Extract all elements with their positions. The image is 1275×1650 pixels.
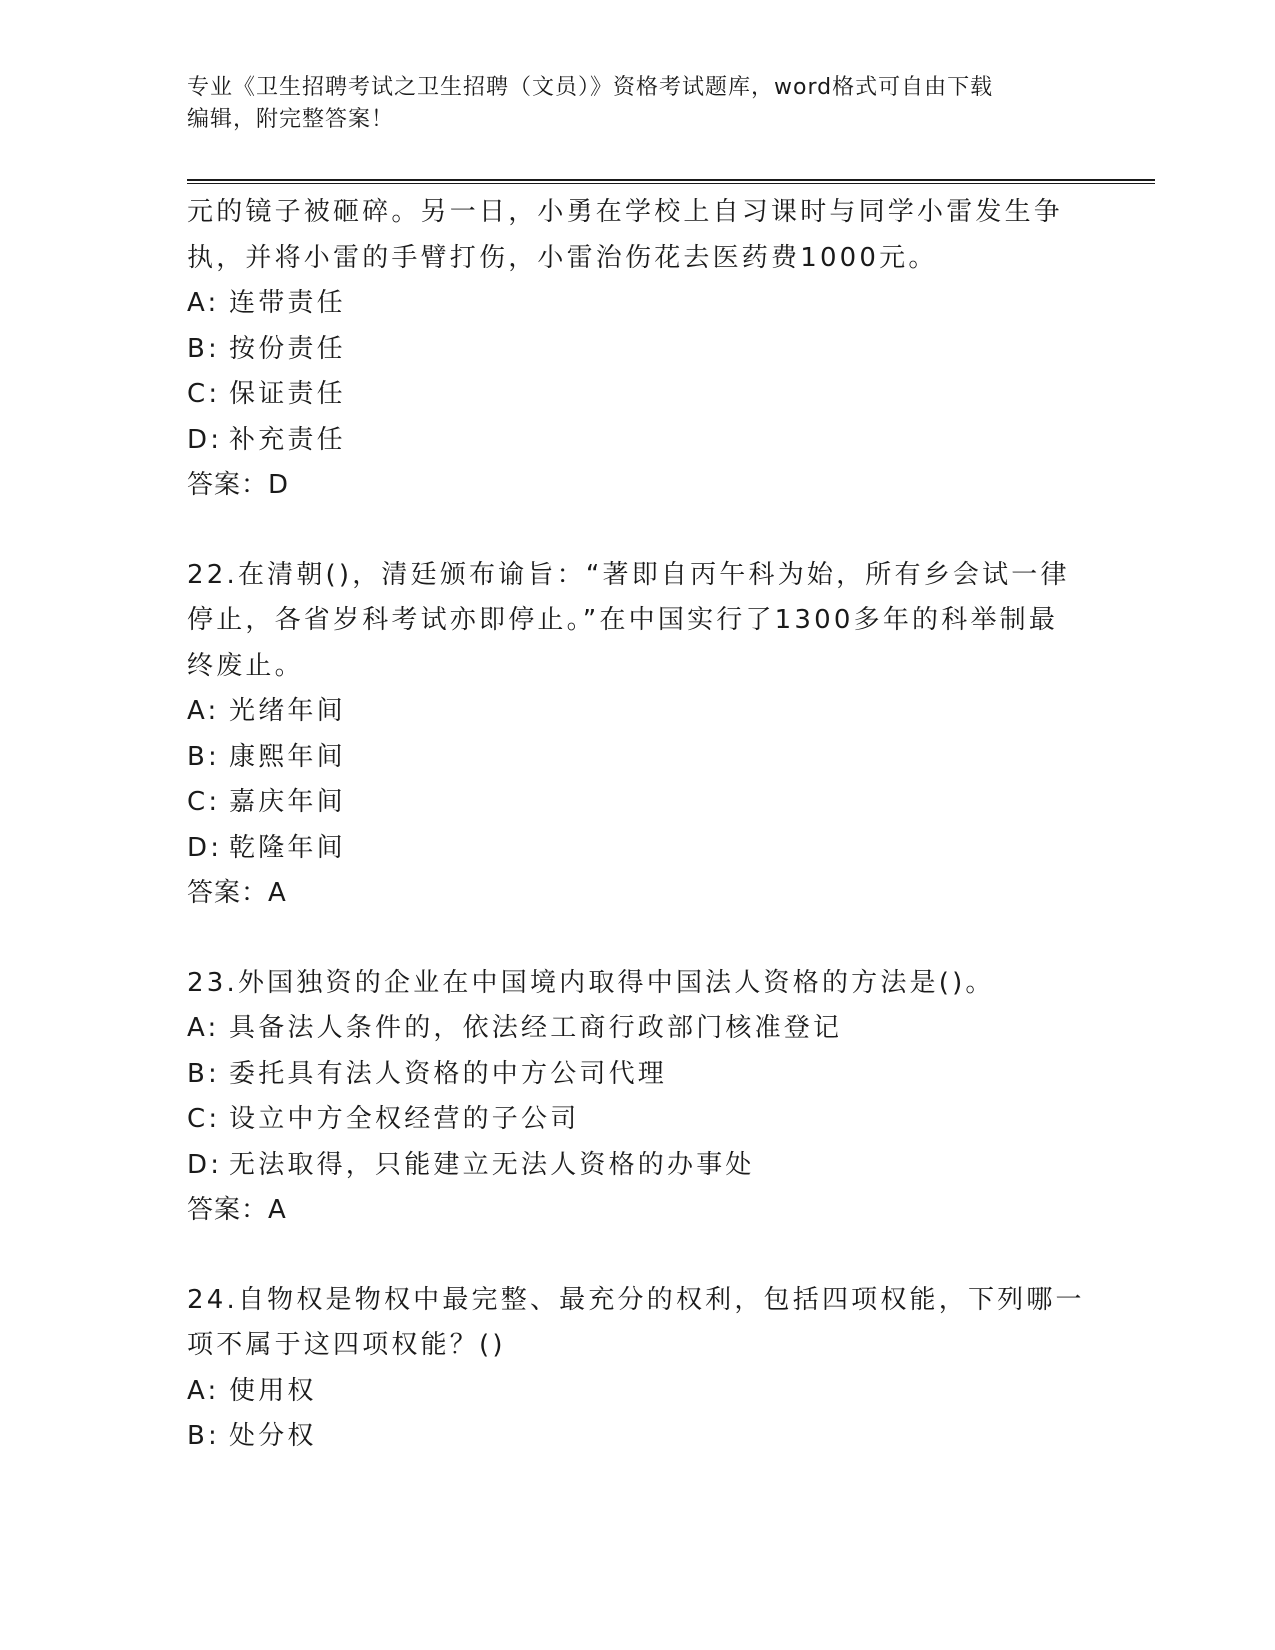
option-d	[187, 1143, 1087, 1189]
option-text: 乾隆年间	[229, 832, 346, 863]
spacer	[187, 1234, 1087, 1278]
header-divider	[187, 179, 1155, 184]
option-key: A:	[187, 1375, 220, 1406]
option-text: 具备法人条件的，依法经工商行政部门核准登记	[229, 1013, 843, 1043]
option-text: 康熙年间	[229, 741, 346, 772]
option-key: D:	[187, 1149, 223, 1180]
option-text: 无法取得，只能建立无法人资格的办事处	[229, 1149, 755, 1180]
question-22	[187, 553, 1087, 917]
question-21	[187, 190, 1087, 509]
option-a	[187, 1006, 1087, 1052]
option-a	[187, 1369, 1087, 1415]
option-text: 光绪年间	[229, 696, 346, 726]
option-c	[187, 780, 1087, 826]
option-key: C:	[187, 787, 221, 817]
option-text: 处分权	[229, 1421, 317, 1451]
question-stem-line: 24.自物权是物权中最完整、最充分的权利，包括四项权能，下列哪一	[187, 1284, 1085, 1315]
option-key: A:	[187, 696, 220, 726]
option-b	[187, 1052, 1087, 1098]
option-text: 保证责任	[229, 379, 346, 409]
option-key: B:	[187, 1421, 220, 1451]
option-a	[187, 281, 1087, 327]
option-text: 连带责任	[229, 288, 346, 318]
option-key: D:	[187, 832, 223, 863]
option-key: A:	[187, 1013, 220, 1043]
option-text: 使用权	[229, 1375, 317, 1406]
question-24	[187, 1278, 1087, 1460]
document-body	[187, 190, 1087, 1460]
option-key: A:	[187, 288, 220, 318]
header-line-1: 专业《卫生招聘考试之卫生招聘（文员）》资格考试题库，word格式可自由下载	[187, 75, 994, 100]
question-23	[187, 961, 1087, 1234]
option-d	[187, 418, 1087, 464]
spacer	[187, 917, 1087, 961]
answer-line: 答案：D	[187, 470, 290, 500]
answer-line: 答案：A	[187, 878, 287, 908]
page-header	[187, 72, 1067, 136]
option-key: C:	[187, 1104, 221, 1134]
option-key: B:	[187, 741, 220, 772]
option-a	[187, 689, 1087, 735]
question-stem-line: 元的镜子被砸碎。另一日，小勇在学校上自习课时与同学小雷发生争	[187, 197, 1064, 227]
question-stem-line: 执，并将小雷的手臂打伤，小雷治伤花去医药费1000元。	[187, 242, 938, 273]
option-key: B:	[187, 1058, 220, 1089]
question-stem-line: 停止，各省岁科考试亦即停止。”在中国实行了1300多年的科举制最	[187, 605, 1059, 635]
spacer	[187, 509, 1087, 553]
option-text: 委托具有法人资格的中方公司代理	[229, 1058, 668, 1089]
option-b	[187, 1414, 1087, 1460]
header-line-2: 编辑，附完整答案！	[187, 107, 395, 132]
question-stem-line: 终废止。	[187, 650, 304, 681]
option-b	[187, 735, 1087, 781]
option-b	[187, 327, 1087, 373]
option-key: B:	[187, 333, 220, 364]
option-text: 补充责任	[229, 424, 346, 455]
question-stem-line: 项不属于这四项权能？()	[187, 1330, 506, 1360]
option-key: C:	[187, 379, 221, 409]
question-stem-line: 23.外国独资的企业在中国境内取得中国法人资格的方法是()。	[187, 967, 995, 998]
question-stem-line: 22.在清朝()，清廷颁布谕旨：“著即自丙午科为始，所有乡会试一律	[187, 559, 1070, 590]
option-text: 按份责任	[229, 333, 346, 364]
answer-line: 答案：A	[187, 1195, 287, 1225]
option-d	[187, 826, 1087, 872]
option-c	[187, 1097, 1087, 1143]
option-c	[187, 372, 1087, 418]
option-key: D:	[187, 424, 223, 455]
option-text: 嘉庆年间	[229, 787, 346, 817]
option-text: 设立中方全权经营的子公司	[229, 1104, 580, 1134]
